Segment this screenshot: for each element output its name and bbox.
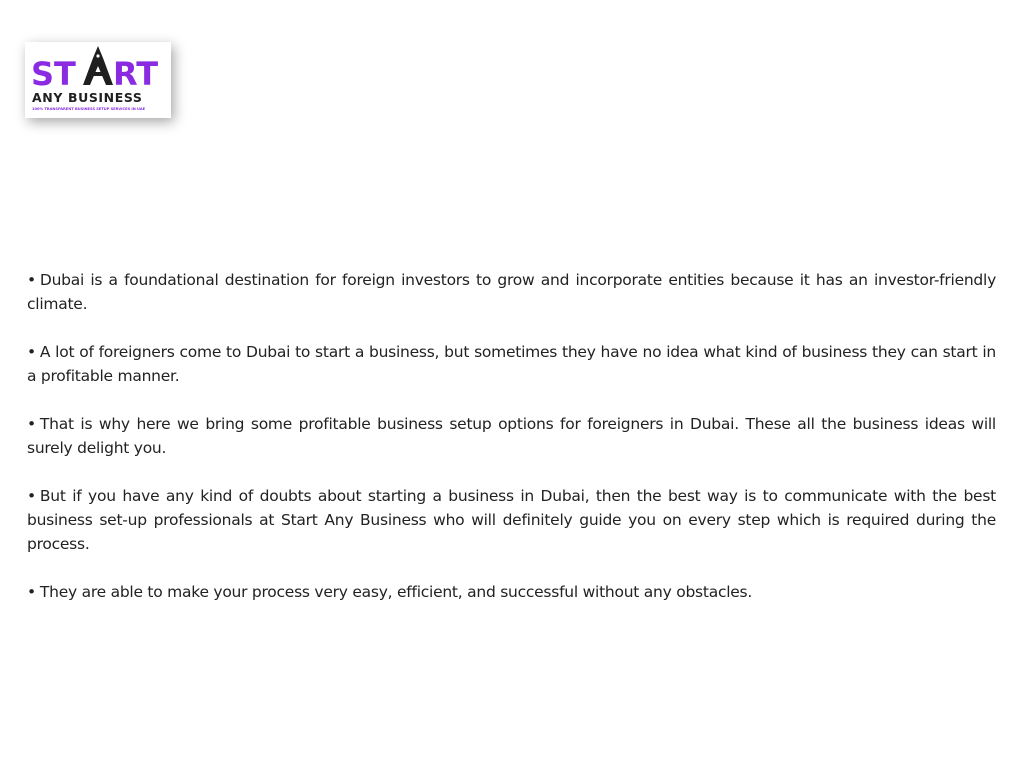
bullet-mark: •	[27, 583, 36, 601]
bullet-text: But if you have any kind of doubts about starting a business in Dubai, then the best way is to communicate with the best business set-up professionals at Start Any Business who will definitely guide you on every step which is required during the process.	[27, 487, 996, 553]
logo-word-start-right: RT	[113, 55, 159, 93]
bullet-list	[27, 268, 996, 628]
bullet-mark: •	[27, 343, 36, 361]
logo-tagline: 100% TRANSPARENT BUSINESS SETUP SERVICES IN UAE	[32, 107, 146, 111]
bullet-text: A lot of foreigners come to Dubai to start a business, but sometimes they have no idea what kind of business they can start in a profitable manner.	[27, 343, 996, 385]
bullet-item	[27, 484, 996, 556]
logo-graphic	[25, 42, 171, 118]
bullet-item	[27, 340, 996, 388]
rocket-icon	[83, 46, 113, 85]
logo-word-start-left: ST	[31, 55, 76, 93]
start-any-business-logo	[25, 42, 171, 118]
bullet-text: Dubai is a foundational destination for foreign investors to grow and incorporate entities because it has an investor-friendly climate.	[27, 271, 996, 313]
bullet-item	[27, 268, 996, 316]
bullet-mark: •	[27, 271, 36, 289]
bullet-text: That is why here we bring some profitable business setup options for foreigners in Dubai. These all the business ideas will surely delight you.	[27, 415, 996, 457]
bullet-text: They are able to make your process very easy, efficient, and successful without any obstacles.	[39, 583, 753, 601]
bullet-mark: •	[27, 415, 36, 433]
bullet-item	[27, 580, 996, 604]
logo-line-any-business: ANY BUSINESS	[32, 90, 143, 105]
bullet-item	[27, 412, 996, 460]
bullet-mark: •	[27, 487, 36, 505]
